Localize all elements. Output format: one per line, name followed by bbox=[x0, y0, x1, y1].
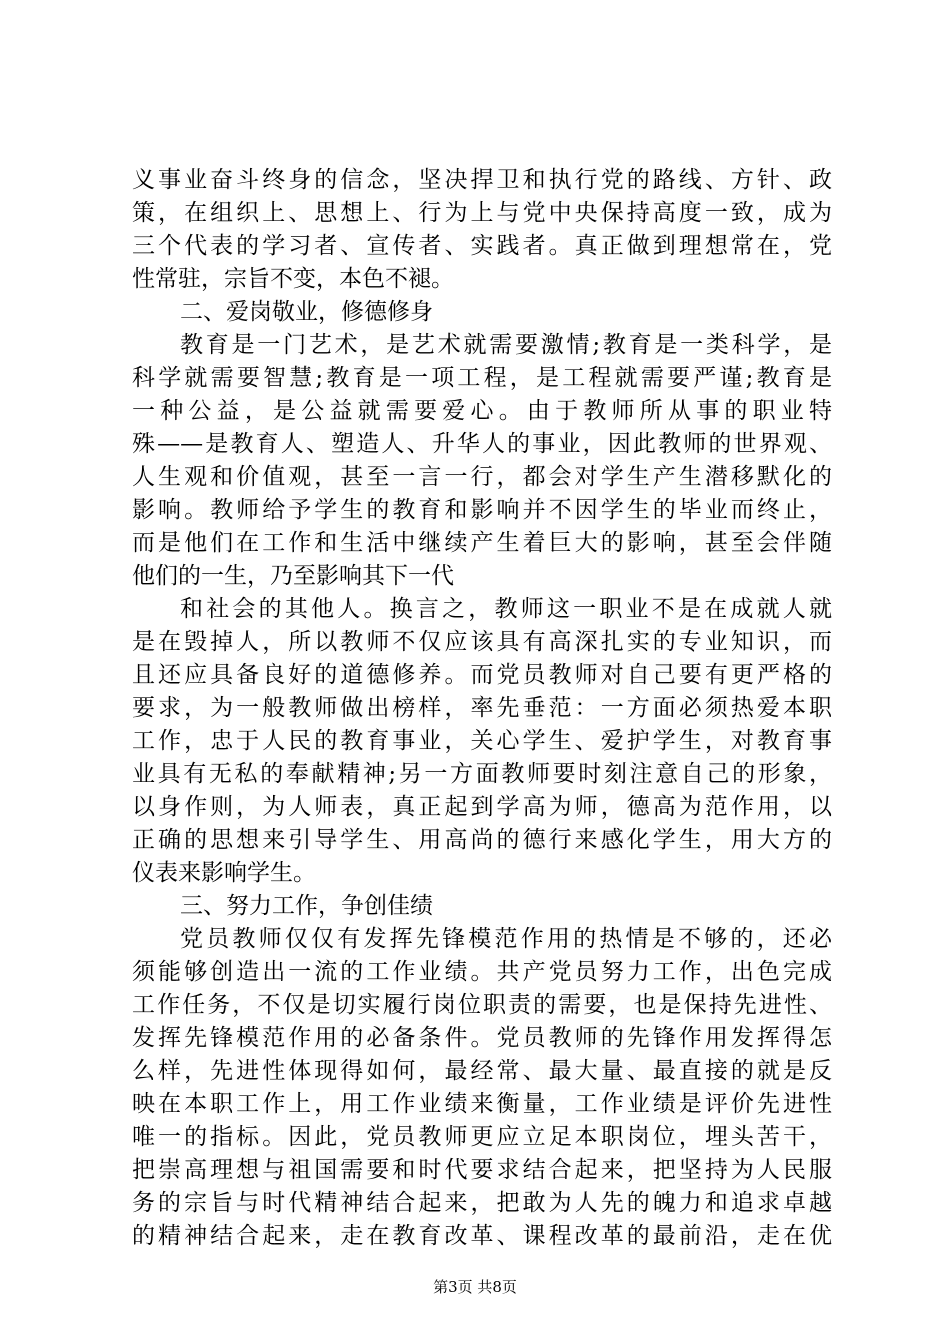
text-line: 影响。教师给予学生的教育和影响并不因学生的毕业而终止， bbox=[132, 497, 832, 523]
text-line: 策，在组织上、思想上、行为上与党中央保持高度一致，成为 bbox=[132, 200, 832, 226]
text-line: 殊——是教育人、塑造人、升华人的事业，因此教师的世界观、 bbox=[132, 431, 832, 457]
text-line: 工作，忠于人民的教育事业，关心学生、爱护学生，对教育事 bbox=[132, 728, 832, 754]
text-line: 正确的思想来引导学生、用高尚的德行来感化学生，用大方的 bbox=[132, 827, 832, 853]
text-line: 唯一的指标。因此，党员教师更应立足本职岗位，埋头苦干， bbox=[132, 1124, 832, 1150]
text-line: 性常驻，宗旨不变，本色不褪。 bbox=[132, 266, 454, 292]
text-line: 务的宗旨与时代精神结合起来，把敢为人先的魄力和追求卓越 bbox=[132, 1190, 832, 1216]
section-heading: 三、努力工作，争创佳绩 bbox=[180, 893, 433, 919]
text-line: 人生观和价值观，甚至一言一行，都会对学生产生潜移默化的 bbox=[132, 464, 832, 490]
text-line: 他们的一生，乃至影响其下一代 bbox=[132, 563, 454, 589]
text-line: 党员教师仅仅有发挥先锋模范作用的热情是不够的，还必 bbox=[180, 926, 832, 952]
text-line: 发挥先锋模范作用的必备条件。党员教师的先锋作用发挥得怎 bbox=[132, 1025, 832, 1051]
page-number: 第3页 共8页 bbox=[433, 1278, 517, 1296]
document-body bbox=[132, 164, 832, 1253]
text-line: 科学就需要智慧;教育是一项工程，是工程就需要严谨;教育是 bbox=[132, 365, 832, 391]
text-line: 是在毁掉人，所以教师不仅应该具有高深扎实的专业知识，而 bbox=[132, 629, 832, 655]
text-line: 仪表来影响学生。 bbox=[132, 860, 316, 886]
text-line: 和社会的其他人。换言之，教师这一职业不是在成就人就 bbox=[180, 596, 832, 622]
text-line: 么样，先进性体现得如何，最经常、最大量、最直接的就是反 bbox=[132, 1058, 832, 1084]
text-line: 而是他们在工作和生活中继续产生着巨大的影响，甚至会伴随 bbox=[132, 530, 832, 556]
text-line: 工作任务，不仅是切实履行岗位职责的需要，也是保持先进性、 bbox=[132, 992, 832, 1018]
text-line: 的精神结合起来，走在教育改革、课程改革的最前沿，走在优 bbox=[132, 1223, 832, 1249]
text-line: 把崇高理想与祖国需要和时代要求结合起来，把坚持为人民服 bbox=[132, 1157, 832, 1183]
text-line: 映在本职工作上，用工作业绩来衡量，工作业绩是评价先进性 bbox=[132, 1091, 832, 1117]
text-line: 以身作则，为人师表，真正起到学高为师，德高为范作用，以 bbox=[132, 794, 832, 820]
text-line: 且还应具备良好的道德修养。而党员教师对自己要有更严格的 bbox=[132, 662, 832, 688]
text-line: 三个代表的学习者、宣传者、实践者。真正做到理想常在，党 bbox=[132, 233, 832, 259]
text-line: 要求，为一般教师做出榜样，率先垂范：一方面必须热爱本职 bbox=[132, 695, 832, 721]
text-line: 义事业奋斗终身的信念，坚决捍卫和执行党的路线、方针、政 bbox=[132, 167, 832, 193]
text-line: 教育是一门艺术，是艺术就需要激情;教育是一类科学，是 bbox=[180, 332, 832, 358]
section-heading: 二、爱岗敬业，修德修身 bbox=[180, 299, 433, 325]
text-line: 须能够创造出一流的工作业绩。共产党员努力工作，出色完成 bbox=[132, 959, 832, 985]
text-line: 一种公益，是公益就需要爱心。由于教师所从事的职业特 bbox=[132, 398, 832, 424]
text-line: 业具有无私的奉献精神;另一方面教师要时刻注意自己的形象， bbox=[132, 761, 832, 787]
